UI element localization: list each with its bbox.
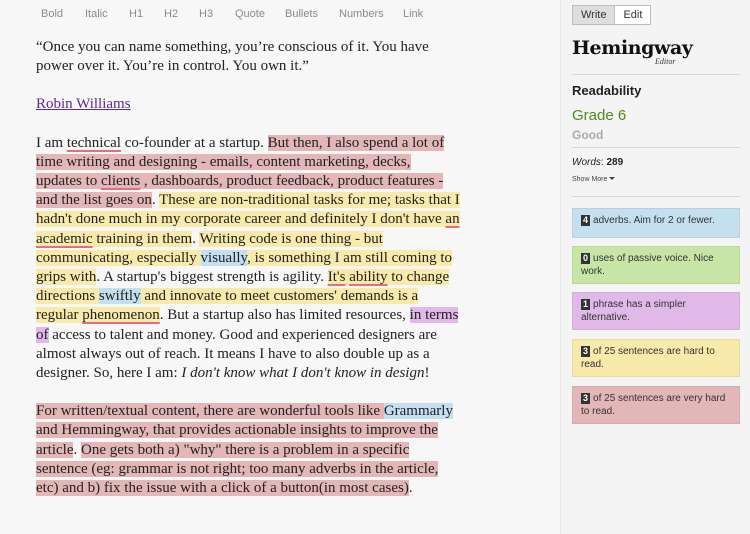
very-hard-count: 3 [583, 393, 589, 403]
bullets-button[interactable]: Bullets [285, 8, 319, 20]
app-logo-subtitle: Editor [655, 57, 676, 66]
divider [572, 74, 740, 75]
adverb-highlight: Grammarly [383, 403, 453, 420]
italic-text: I don't know what I don't know in design [181, 365, 425, 382]
simpler-alternative-card: 1 phrase has a simpler alternative. [572, 292, 740, 330]
very-hard-sentence-highlight: For written/textual content, there are wonderful tools like Grammarly and Hemmingway, that provides actionable insights to improve the article [36, 403, 453, 458]
formatting-toolbar [0, 0, 560, 30]
simpler-alternative-highlight: in terms of [36, 307, 459, 343]
h3-button[interactable]: H3 [199, 8, 214, 20]
passive-count: 0 [583, 253, 589, 263]
numbers-button[interactable]: Numbers [339, 8, 384, 20]
very-hard-sentence-highlight: One gets both a) "why" there is a problem in a specific sentence (eg: grammar is not right; too many adverbs in the article, etc) and b) fix the issue with a click of a button(in most cases) [36, 441, 439, 497]
very-hard-sentence-highlight: But then, I also spend a lot of time writing and designing - emails, content marketing, decks, updates to clients , dashboards, product feedback, product features - and the list goes on [36, 134, 445, 209]
grade-level: Grade 6 [572, 107, 627, 124]
show-more-button[interactable]: Show More [572, 176, 615, 183]
editor-area[interactable] [36, 38, 460, 498]
passive-voice-card: 0 uses of passive voice. Nice work. [572, 246, 740, 284]
grade-rating: Good [572, 128, 604, 142]
simpler-count: 1 [583, 299, 589, 309]
h1-button[interactable]: H1 [129, 8, 144, 20]
caret-down-icon [609, 177, 615, 180]
spelling-flag: It's [327, 269, 346, 286]
quote-text: “Once you can name something, you’re conscious of it. You have power over it. You’re in control. You own it.” [36, 39, 429, 75]
hard-sentence-highlight: These are non-traditional tasks for me; tasks that I hadn't done much in my corporate career and definitely I don't have an academic training in them [36, 192, 460, 247]
mode-toggle [572, 5, 651, 25]
adverb-highlight: swiftly [98, 288, 141, 305]
hard-sentence-highlight: Writing code is one thing - but communicating, especially visually, is something I am still coming to grips with [36, 230, 453, 286]
paragraph-1: I am technical co-founder at a startup. But then, I also spend a lot of time writing and designing - emails, content marketing, decks, updates to clients , dashboards, product feedback, product features - and the list goes on. These are non-traditional tasks for me; tasks that I hadn't done much in my corporate career and definitely I don't have an academic training in them. Writing code is one thing - but communicating, especially visually, is something I am still coming to grips with. A startup's biggest strength is agility. It's ability to change directions swiftly and innovate to meet customers' demands is a regular phenomenon. But a startup also has limited resources, in terms of access to talent and money. Good and experienced designers are almost always out of reach. It means I have to also double up as a designer. So, here I am: I don't know what I don't know in design! [36, 134, 460, 382]
h2-button[interactable]: H2 [164, 8, 179, 20]
hard-sentences-card: 3 of 25 sentences are hard to read. [572, 339, 740, 377]
quote-button[interactable]: Quote [235, 8, 265, 20]
link-button[interactable]: Link [403, 8, 424, 20]
divider [572, 196, 740, 197]
adverbs-card: 4 adverbs. Aim for 2 or fewer. [572, 208, 740, 238]
author-link[interactable]: Robin Williams [36, 96, 131, 113]
italic-button[interactable]: Italic [85, 8, 108, 20]
word-count: Words: 289 [572, 157, 624, 168]
hard-count: 3 [583, 346, 589, 356]
paragraph-2: For written/textual content, there are wonderful tools like Grammarly and Hemmingway, that provides actionable insights to improve the article. One gets both a) "why" there is a problem in a specific sentence (eg: grammar is not right; too many adverbs in the article, etc) and b) fix the issue with a click of a button(in most cases). [36, 403, 453, 497]
edit-mode-button[interactable]: Edit [614, 6, 650, 24]
hard-sentence-highlight: It's ability to change directions swiftly and innovate to meet customers' demands is a regular phenomenon [36, 269, 450, 324]
adverb-highlight: visually [200, 249, 248, 266]
very-hard-sentences-card: 3 of 25 sentences are very hard to read. [572, 386, 740, 424]
divider [572, 147, 740, 148]
readability-heading: Readability [572, 83, 642, 98]
write-mode-button[interactable]: Write [573, 6, 614, 24]
sidebar [560, 0, 750, 534]
spelling-flag: ability [349, 269, 388, 286]
spelling-flag: clients [101, 173, 141, 190]
app-logo: Hemingway [572, 37, 693, 59]
adverbs-count: 4 [583, 215, 589, 225]
bold-button[interactable]: Bold [41, 8, 64, 20]
spelling-flag: technical [66, 134, 121, 151]
spelling-flag: an academic [36, 211, 460, 247]
spelling-flag: phenomenon [82, 307, 160, 324]
